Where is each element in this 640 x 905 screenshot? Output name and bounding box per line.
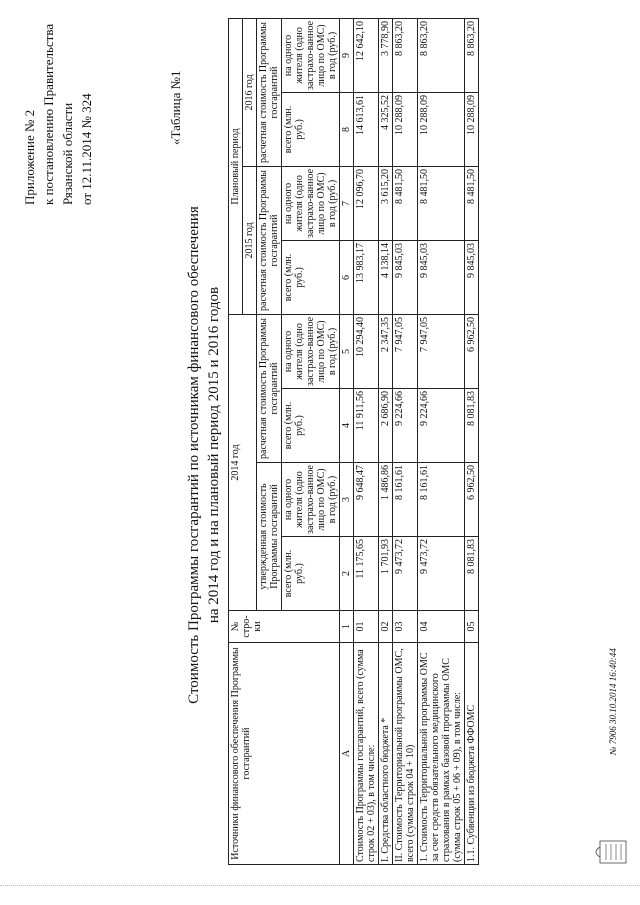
header-row-no: № стро-ки: [229, 611, 340, 643]
header-calc-cost-2015: расчетная стоимость Программы госгарантий: [257, 166, 282, 314]
cell-value: 14 613,61: [354, 92, 379, 166]
header-total: всего (млн. руб.): [282, 92, 340, 166]
table-row: [418, 18, 465, 864]
header-per-capita: на одного жителя (одно застрахо-ванное лицо по ОМС) в год (руб.): [282, 463, 340, 537]
appendix-block: [20, 5, 96, 205]
cell-value: 9 224,66: [418, 389, 465, 463]
index-cell: 7: [340, 166, 354, 240]
row-label: I. Средства областного бюджета *: [379, 643, 393, 865]
row-code: 03: [393, 611, 418, 643]
title-line: Стоимость Программы госгарантий по источникам финансового обеспечения: [186, 206, 202, 704]
header-per-capita: на одного жителя (одно застрахо-ванное лицо по ОМС) в год (руб.): [282, 314, 340, 388]
cell-value: 8 161,61: [418, 463, 465, 537]
cell-value: 2 347,35: [379, 314, 393, 388]
row-label: II. Стоимость Территориальной программы ОМС, всего (сумма строк 04 + 10): [393, 643, 418, 865]
cell-value: 9 845,03: [393, 240, 418, 314]
cell-value: 2 686,90: [379, 389, 393, 463]
header-total: всего (млн. руб.): [282, 537, 340, 611]
cell-value: 8 863,20: [418, 18, 465, 92]
index-cell: 3: [340, 463, 354, 537]
cell-value: 8 481,50: [393, 166, 418, 240]
header-planned: Плановый период: [229, 18, 243, 314]
appendix-line: к постановлению Правительства: [41, 23, 56, 205]
cell-value: 4 325,52: [379, 92, 393, 166]
document-title: [184, 145, 224, 765]
index-row: [340, 18, 354, 864]
cell-value: 9 473,72: [393, 537, 418, 611]
cell-value: 12 096,70: [354, 166, 379, 240]
cell-value: 9 845,03: [418, 240, 465, 314]
header-calc-cost-2014: расчетная стоимость Программы госгарантий: [257, 314, 282, 462]
header-per-capita: на одного жителя (одно застрахо-ванное лицо по ОМС) в год (руб.): [282, 18, 340, 92]
cost-table: [228, 18, 479, 865]
row-code: 05: [465, 611, 479, 643]
cell-value: 8 863,20: [465, 18, 479, 92]
row-label: 1. Стоимость Территориальной программы ОМС за счет средств обязательного медицинского страхования в рамках базовой программы ОМС (сумма строк 05 + 06 + 09), в том числе:: [418, 643, 465, 865]
cell-value: 12 642,10: [354, 18, 379, 92]
cell-value: 4 138,14: [379, 240, 393, 314]
cell-value: 8 081,83: [465, 537, 479, 611]
row-label: 1.1. Субвенции из бюджета ФФОМС: [465, 643, 479, 865]
header-calc-cost-2016: расчетная стоимость Программы госгарантий: [257, 18, 282, 166]
index-cell: 6: [340, 240, 354, 314]
index-cell: 1: [340, 611, 354, 643]
cell-value: 6 962,50: [465, 314, 479, 388]
row-code: 01: [354, 611, 379, 643]
appendix-line: Приложение № 2: [22, 109, 37, 205]
cell-value: 13 983,17: [354, 240, 379, 314]
index-cell: 4: [340, 389, 354, 463]
header-approved-cost: утвержденная стоимость Программы госгарантий: [257, 463, 282, 611]
cell-value: 6 962,50: [465, 463, 479, 537]
cell-value: 1 486,86: [379, 463, 393, 537]
row-label: Стоимость Программы госгарантий, всего (сумма строк 02 + 03), в том числе:: [354, 643, 379, 865]
cell-value: 9 224,66: [393, 389, 418, 463]
cell-value: 11 175,65: [354, 537, 379, 611]
table-row: [465, 18, 479, 864]
cell-value: 8 161,61: [393, 463, 418, 537]
header-source: Источники финансового обеспечения Программы госгарантий: [229, 643, 340, 865]
cell-value: 8 481,50: [465, 166, 479, 240]
appendix-line: Рязанской области: [60, 102, 75, 205]
header-year-2014: 2014 год: [229, 314, 257, 610]
cell-value: 7 947,05: [418, 314, 465, 388]
table-row: [379, 18, 393, 864]
header-year-2016: 2016 год: [243, 18, 257, 166]
cell-value: 10 288,09: [465, 92, 479, 166]
header-total: всего (млн. руб.): [282, 389, 340, 463]
title-line: на 2014 год и на плановый период 2015 и 2016 годов: [206, 286, 222, 624]
header-total: всего (млн. руб.): [282, 240, 340, 314]
cell-value: 10 288,09: [418, 92, 465, 166]
cell-value: 10 294,40: [354, 314, 379, 388]
cell-value: 3 778,90: [379, 18, 393, 92]
row-code: 02: [379, 611, 393, 643]
cell-value: 8 481,50: [418, 166, 465, 240]
index-cell: 8: [340, 92, 354, 166]
cell-value: 8 863,20: [393, 18, 418, 92]
index-cell: 5: [340, 314, 354, 388]
appendix-line: от 12.11.2014 № 324: [79, 93, 94, 205]
table-label: «Таблица №1: [168, 70, 183, 145]
header-year-2015: 2015 год: [243, 166, 257, 314]
cell-value: 1 701,93: [379, 537, 393, 611]
cell-value: 9 845,03: [465, 240, 479, 314]
cell-value: 3 615,20: [379, 166, 393, 240]
index-cell: 2: [340, 537, 354, 611]
cell-value: 9 648,47: [354, 463, 379, 537]
header-per-capita: на одного жителя (одно застрахо-ванное лицо по ОМС) в год (руб.): [282, 166, 340, 240]
cell-value: 8 081,83: [465, 389, 479, 463]
document-sticker-icon: [590, 839, 628, 865]
cell-value: 11 911,56: [354, 389, 379, 463]
table-row: [354, 18, 379, 864]
cell-value: 7 947,05: [393, 314, 418, 388]
cell-value: 10 288,09: [393, 92, 418, 166]
row-code: 04: [418, 611, 465, 643]
registration-stamp: № 7906 30.10.2014 16:40:44: [608, 648, 618, 755]
table-row: [393, 18, 418, 864]
index-cell: 9: [340, 18, 354, 92]
index-cell: А: [340, 643, 354, 865]
cell-value: 9 473,72: [418, 537, 465, 611]
